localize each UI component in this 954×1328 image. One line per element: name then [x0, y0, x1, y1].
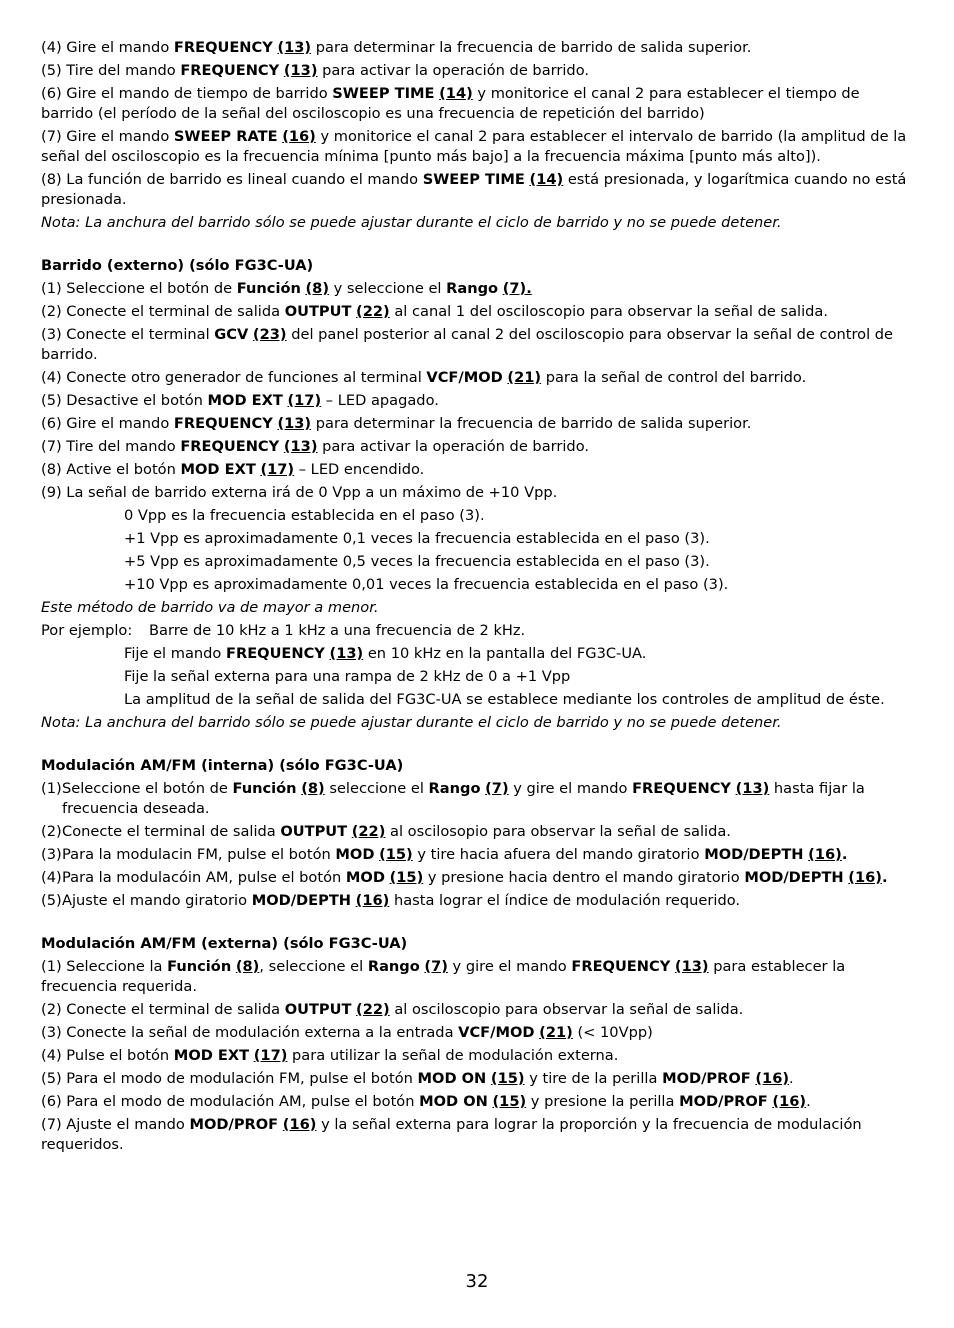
ext-step-3: (3) Conecte el terminal GCV (23) del panel posterior al canal 2 del osciloscopio para observar la señal de control de barrido. — [41, 326, 894, 363]
extmod-step-4: (4) Pulse el botón MOD EXT (17) para utilizar la señal de modulación externa. — [41, 1047, 619, 1064]
example-line — [41, 621, 913, 641]
example-text: Barre de 10 kHz a 1 kHz a una frecuencia de 2 kHz. — [149, 622, 526, 639]
sweep-method-note: Este método de barrido va de mayor a menor. — [41, 599, 379, 616]
extmod-step-2: (2) Conecte el terminal de salida OUTPUT (22) al osciloscopio para observar la señal de salida. — [41, 1001, 744, 1018]
example-step-amplitude: La amplitud de la señal de salida del FG3C-UA se establece mediante los controles de amplitud de éste. — [124, 691, 885, 708]
example-label: Por ejemplo: — [41, 622, 133, 639]
step-6-sweep-time: (6) Gire el mando de tiempo de barrido SWEEP TIME (14) y monitorice el canal 2 para establecer el tiempo de barrido (el período de la señal del osciloscopio es una frecuencia de repetición del barrido) — [41, 85, 860, 122]
extmod-step-5: (5) Para el modo de modulación FM, pulse el botón MOD ON (15) y tire de la perilla MOD/PROF (16). — [41, 1070, 794, 1087]
external-sweep-note: Nota: La anchura del barrido sólo se puede ajustar durante el ciclo de barrido y no se puede detener. — [41, 714, 782, 731]
ext-step-5: (5) Desactive el botón MOD EXT (17) – LED apagado. — [41, 392, 439, 409]
extmod-step-7: (7) Ajuste el mando MOD/PROF (16) y la señal externa para lograr la proporción y la frecuencia de modulación requeridos. — [41, 1116, 862, 1153]
int-step-2: (2)Conecte el terminal de salida OUTPUT (22) al oscilosopio para observar la señal de salida. — [41, 823, 731, 840]
int-step-4: (4)Para la modulacóin AM, pulse el botón MOD (15) y presione hacia dentro el mando giratorio MOD/DEPTH (16). — [41, 869, 888, 886]
example-step-ramp: Fije la señal externa para una rampa de 2 kHz de 0 a +1 Vpp — [124, 668, 571, 685]
vpp-line-5: +5 Vpp es aproximadamente 0,5 veces la frecuencia establecida en el paso (3). — [124, 553, 710, 570]
int-step-1: (1)Seleccione el botón de Función (8) seleccione el Rango (7) y gire el mando FREQUENCY (13) hasta fijar la frecuencia deseada. — [41, 780, 865, 817]
extmod-step-6: (6) Para el modo de modulación AM, pulse el botón MOD ON (15) y presione la perilla MOD/PROF (16). — [41, 1093, 811, 1110]
step-4-frequency: (4) Gire el mando FREQUENCY (13) para determinar la frecuencia de barrido de salida superior. — [41, 39, 752, 56]
vpp-line-1: +1 Vpp es aproximadamente 0,1 veces la frecuencia establecida en el paso (3). — [124, 530, 710, 547]
ext-step-9: (9) La señal de barrido externa irá de 0 Vpp a un máximo de +10 Vpp. — [41, 484, 558, 501]
page-number: 32 — [465, 1271, 489, 1292]
ext-step-8: (8) Active el botón MOD EXT (17) – LED encendido. — [41, 461, 425, 478]
extmod-step-3: (3) Conecte la señal de modulación externa a la entrada VCF/MOD (21) (< 10Vpp) — [41, 1024, 653, 1041]
step-7-sweep-rate: (7) Gire el mando SWEEP RATE (16) y monitorice el canal 2 para establecer el intervalo de barrido (la amplitud de la señal del osciloscopio es la frecuencia mínima [punto más bajo] a la frecuencia máxima [punto más alto]). — [41, 128, 907, 165]
extmod-step-1: (1) Seleccione la Función (8), seleccione el Rango (7) y gire el mando FREQUENCY (13) para establecer la frecuencia requerida. — [41, 958, 846, 995]
section-title-am-fm-external: Modulación AM/FM (externa) (sólo FG3C-UA) — [41, 935, 408, 952]
ext-step-1: (1) Seleccione el botón de Función (8) y seleccione el Rango (7). — [41, 280, 532, 297]
ext-step-7: (7) Tire del mando FREQUENCY (13) para activar la operación de barrido. — [41, 438, 590, 455]
ext-step-2: (2) Conecte el terminal de salida OUTPUT (22) al canal 1 del osciloscopio para observar la señal de salida. — [41, 303, 828, 320]
sweep-note: Nota: La anchura del barrido sólo se puede ajustar durante el ciclo de barrido y no se puede detener. — [41, 214, 782, 231]
ext-step-6: (6) Gire el mando FREQUENCY (13) para determinar la frecuencia de barrido de salida superior. — [41, 415, 752, 432]
int-step-5: (5)Ajuste el mando giratorio MOD/DEPTH (16) hasta lograr el índice de modulación requerido. — [41, 892, 741, 909]
ext-step-4: (4) Conecte otro generador de funciones al terminal VCF/MOD (21) para la señal de control del barrido. — [41, 369, 807, 386]
section-title-am-fm-internal: Modulación AM/FM (interna) (sólo FG3C-UA) — [41, 757, 404, 774]
example-step-frequency: Fije el mando FREQUENCY (13) en 10 kHz en la pantalla del FG3C-UA. — [124, 645, 647, 662]
step-8-sweep-function: (8) La función de barrido es lineal cuando el mando SWEEP TIME (14) está presionada, y logarítmica cuando no está presionada. — [41, 171, 907, 208]
int-step-3: (3)Para la modulacin FM, pulse el botón MOD (15) y tire hacia afuera del mando giratorio MOD/DEPTH (16). — [41, 846, 848, 863]
vpp-line-10: +10 Vpp es aproximadamente 0,01 veces la frecuencia establecida en el paso (3). — [124, 576, 729, 593]
section-title-external-sweep: Barrido (externo) (sólo FG3C-UA) — [41, 257, 314, 274]
page-content — [41, 38, 913, 1158]
vpp-line-0: 0 Vpp es la frecuencia establecida en el paso (3). — [124, 507, 485, 524]
step-5-frequency: (5) Tire del mando FREQUENCY (13) para activar la operación de barrido. — [41, 62, 590, 79]
